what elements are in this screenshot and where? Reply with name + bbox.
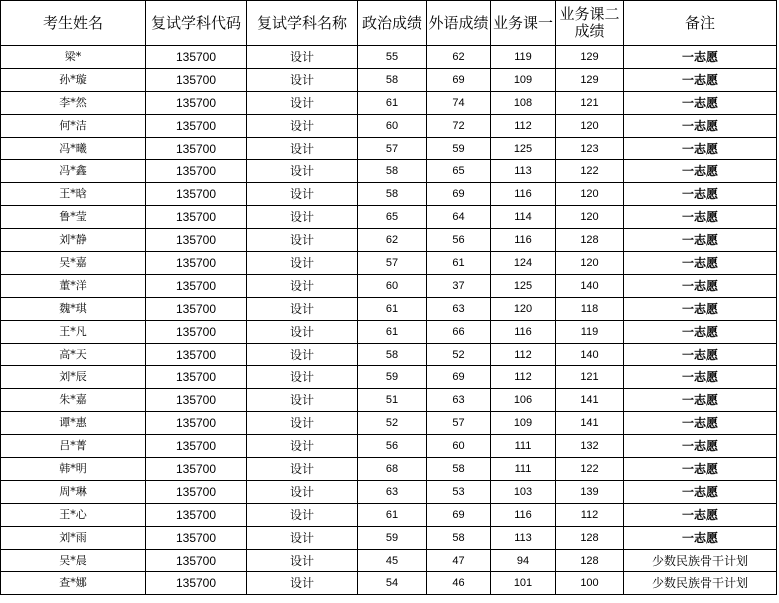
- cell-politics: 61: [358, 503, 427, 526]
- cell-language: 62: [427, 46, 491, 69]
- cell-name: 刘*雨: [1, 526, 146, 549]
- cell-name: 董*洋: [1, 274, 146, 297]
- cell-politics: 57: [358, 252, 427, 275]
- table-row: [1, 46, 777, 69]
- table-row: [1, 458, 777, 481]
- cell-politics: 68: [358, 458, 427, 481]
- cell-language: 69: [427, 68, 491, 91]
- cell-language: 69: [427, 366, 491, 389]
- cell-note: 一志愿: [624, 435, 777, 458]
- header-language: 外语成绩: [427, 1, 491, 46]
- table-row: [1, 91, 777, 114]
- cell-course2: 121: [556, 91, 624, 114]
- cell-note: 一志愿: [624, 46, 777, 69]
- cell-language: 46: [427, 572, 491, 595]
- cell-language: 59: [427, 137, 491, 160]
- cell-course1: 116: [491, 229, 556, 252]
- cell-code: 135700: [146, 91, 247, 114]
- cell-subject: 设计: [247, 412, 358, 435]
- cell-note: 一志愿: [624, 389, 777, 412]
- cell-course2: 121: [556, 366, 624, 389]
- cell-course1: 103: [491, 480, 556, 503]
- cell-subject: 设计: [247, 526, 358, 549]
- cell-name: 韩*明: [1, 458, 146, 481]
- cell-politics: 56: [358, 435, 427, 458]
- cell-code: 135700: [146, 320, 247, 343]
- cell-code: 135700: [146, 229, 247, 252]
- cell-note: 一志愿: [624, 183, 777, 206]
- cell-note: 一志愿: [624, 91, 777, 114]
- table-row: [1, 343, 777, 366]
- cell-code: 135700: [146, 549, 247, 572]
- cell-politics: 57: [358, 137, 427, 160]
- cell-course1: 111: [491, 458, 556, 481]
- header-politics: 政治成绩: [358, 1, 427, 46]
- cell-note: 一志愿: [624, 160, 777, 183]
- cell-note: 一志愿: [624, 137, 777, 160]
- table-row: [1, 252, 777, 275]
- table-row: [1, 320, 777, 343]
- cell-subject: 设计: [247, 46, 358, 69]
- cell-course2: 139: [556, 480, 624, 503]
- cell-subject: 设计: [247, 320, 358, 343]
- cell-name: 鲁*莹: [1, 206, 146, 229]
- cell-course1: 109: [491, 68, 556, 91]
- cell-politics: 58: [358, 68, 427, 91]
- cell-subject: 设计: [247, 343, 358, 366]
- cell-language: 66: [427, 320, 491, 343]
- cell-language: 37: [427, 274, 491, 297]
- cell-name: 冯*鑫: [1, 160, 146, 183]
- cell-course1: 116: [491, 503, 556, 526]
- table-row: [1, 137, 777, 160]
- cell-language: 58: [427, 458, 491, 481]
- cell-language: 61: [427, 252, 491, 275]
- cell-name: 吴*嘉: [1, 252, 146, 275]
- cell-note: 一志愿: [624, 229, 777, 252]
- cell-subject: 设计: [247, 366, 358, 389]
- cell-name: 高*天: [1, 343, 146, 366]
- cell-course1: 108: [491, 91, 556, 114]
- cell-code: 135700: [146, 114, 247, 137]
- table-row: [1, 549, 777, 572]
- cell-name: 朱*嘉: [1, 389, 146, 412]
- cell-course1: 119: [491, 46, 556, 69]
- cell-course2: 123: [556, 137, 624, 160]
- table-row: [1, 229, 777, 252]
- cell-code: 135700: [146, 46, 247, 69]
- cell-code: 135700: [146, 435, 247, 458]
- cell-subject: 设计: [247, 389, 358, 412]
- cell-code: 135700: [146, 412, 247, 435]
- cell-politics: 61: [358, 91, 427, 114]
- cell-language: 57: [427, 412, 491, 435]
- table-row: [1, 297, 777, 320]
- cell-note: 一志愿: [624, 458, 777, 481]
- cell-course2: 122: [556, 458, 624, 481]
- cell-language: 53: [427, 480, 491, 503]
- cell-note: 少数民族骨干计划: [624, 549, 777, 572]
- cell-code: 135700: [146, 137, 247, 160]
- cell-name: 吕*菁: [1, 435, 146, 458]
- cell-politics: 65: [358, 206, 427, 229]
- cell-course2: 119: [556, 320, 624, 343]
- cell-code: 135700: [146, 503, 247, 526]
- cell-politics: 52: [358, 412, 427, 435]
- table-row: [1, 366, 777, 389]
- table-row: [1, 389, 777, 412]
- cell-subject: 设计: [247, 183, 358, 206]
- cell-note: 一志愿: [624, 252, 777, 275]
- cell-code: 135700: [146, 572, 247, 595]
- cell-politics: 59: [358, 526, 427, 549]
- cell-code: 135700: [146, 343, 247, 366]
- cell-note: 一志愿: [624, 274, 777, 297]
- cell-course2: 141: [556, 412, 624, 435]
- header-code: 复试学科代码: [146, 1, 247, 46]
- table-row: [1, 114, 777, 137]
- cell-course2: 120: [556, 252, 624, 275]
- cell-subject: 设计: [247, 114, 358, 137]
- cell-language: 56: [427, 229, 491, 252]
- table-body: [1, 46, 777, 595]
- cell-course2: 128: [556, 549, 624, 572]
- cell-course2: 140: [556, 274, 624, 297]
- cell-language: 64: [427, 206, 491, 229]
- cell-note: 一志愿: [624, 480, 777, 503]
- table-row: [1, 480, 777, 503]
- cell-name: 王*心: [1, 503, 146, 526]
- cell-code: 135700: [146, 297, 247, 320]
- table-row: [1, 412, 777, 435]
- cell-note: 一志愿: [624, 366, 777, 389]
- cell-subject: 设计: [247, 252, 358, 275]
- cell-note: 一志愿: [624, 412, 777, 435]
- cell-language: 65: [427, 160, 491, 183]
- cell-politics: 61: [358, 297, 427, 320]
- cell-note: 一志愿: [624, 320, 777, 343]
- cell-code: 135700: [146, 274, 247, 297]
- cell-code: 135700: [146, 183, 247, 206]
- cell-course1: 106: [491, 389, 556, 412]
- table-row: [1, 572, 777, 595]
- cell-language: 60: [427, 435, 491, 458]
- cell-code: 135700: [146, 160, 247, 183]
- cell-subject: 设计: [247, 274, 358, 297]
- cell-subject: 设计: [247, 572, 358, 595]
- cell-language: 72: [427, 114, 491, 137]
- cell-code: 135700: [146, 458, 247, 481]
- cell-name: 刘*辰: [1, 366, 146, 389]
- cell-subject: 设计: [247, 137, 358, 160]
- cell-course1: 112: [491, 366, 556, 389]
- cell-course1: 114: [491, 206, 556, 229]
- cell-course1: 116: [491, 320, 556, 343]
- cell-language: 63: [427, 297, 491, 320]
- cell-course1: 125: [491, 274, 556, 297]
- cell-subject: 设计: [247, 503, 358, 526]
- cell-course2: 122: [556, 160, 624, 183]
- table-row: [1, 206, 777, 229]
- cell-course1: 109: [491, 412, 556, 435]
- cell-language: 74: [427, 91, 491, 114]
- cell-subject: 设计: [247, 160, 358, 183]
- cell-politics: 58: [358, 183, 427, 206]
- cell-language: 69: [427, 183, 491, 206]
- cell-name: 孙*璇: [1, 68, 146, 91]
- cell-name: 王*凡: [1, 320, 146, 343]
- cell-course1: 116: [491, 183, 556, 206]
- cell-subject: 设计: [247, 549, 358, 572]
- cell-politics: 63: [358, 480, 427, 503]
- cell-course1: 125: [491, 137, 556, 160]
- table-row: [1, 68, 777, 91]
- cell-course1: 101: [491, 572, 556, 595]
- cell-subject: 设计: [247, 91, 358, 114]
- cell-politics: 62: [358, 229, 427, 252]
- header-row: [1, 1, 777, 46]
- cell-course2: 141: [556, 389, 624, 412]
- cell-language: 63: [427, 389, 491, 412]
- table-row: [1, 274, 777, 297]
- table-row: [1, 435, 777, 458]
- table-row: [1, 183, 777, 206]
- cell-note: 一志愿: [624, 526, 777, 549]
- cell-language: 58: [427, 526, 491, 549]
- cell-course1: 94: [491, 549, 556, 572]
- cell-course2: 120: [556, 183, 624, 206]
- table-row: [1, 503, 777, 526]
- cell-course2: 132: [556, 435, 624, 458]
- cell-note: 一志愿: [624, 343, 777, 366]
- cell-name: 冯*曦: [1, 137, 146, 160]
- cell-course2: 129: [556, 46, 624, 69]
- cell-code: 135700: [146, 389, 247, 412]
- cell-name: 王*晗: [1, 183, 146, 206]
- cell-note: 一志愿: [624, 68, 777, 91]
- cell-politics: 55: [358, 46, 427, 69]
- cell-subject: 设计: [247, 68, 358, 91]
- header-course2: 业务课二成绩: [556, 1, 624, 46]
- cell-code: 135700: [146, 480, 247, 503]
- cell-code: 135700: [146, 206, 247, 229]
- cell-course2: 112: [556, 503, 624, 526]
- header-subject: 复试学科名称: [247, 1, 358, 46]
- cell-name: 查*娜: [1, 572, 146, 595]
- cell-politics: 61: [358, 320, 427, 343]
- cell-course2: 100: [556, 572, 624, 595]
- cell-course2: 128: [556, 526, 624, 549]
- cell-note: 一志愿: [624, 206, 777, 229]
- cell-language: 69: [427, 503, 491, 526]
- cell-politics: 60: [358, 114, 427, 137]
- cell-course1: 113: [491, 160, 556, 183]
- cell-politics: 45: [358, 549, 427, 572]
- cell-note: 一志愿: [624, 503, 777, 526]
- cell-politics: 58: [358, 343, 427, 366]
- cell-politics: 54: [358, 572, 427, 595]
- cell-politics: 60: [358, 274, 427, 297]
- cell-code: 135700: [146, 366, 247, 389]
- cell-subject: 设计: [247, 435, 358, 458]
- cell-code: 135700: [146, 526, 247, 549]
- cell-course1: 112: [491, 114, 556, 137]
- cell-course1: 120: [491, 297, 556, 320]
- cell-note: 少数民族骨干计划: [624, 572, 777, 595]
- cell-name: 梁*: [1, 46, 146, 69]
- cell-course2: 128: [556, 229, 624, 252]
- cell-language: 52: [427, 343, 491, 366]
- cell-code: 135700: [146, 252, 247, 275]
- cell-name: 谭*惠: [1, 412, 146, 435]
- cell-name: 李*然: [1, 91, 146, 114]
- cell-course2: 129: [556, 68, 624, 91]
- header-course1: 业务课一: [491, 1, 556, 46]
- cell-politics: 51: [358, 389, 427, 412]
- cell-name: 吴*晨: [1, 549, 146, 572]
- table-row: [1, 526, 777, 549]
- cell-course2: 120: [556, 206, 624, 229]
- cell-politics: 58: [358, 160, 427, 183]
- cell-course1: 112: [491, 343, 556, 366]
- cell-subject: 设计: [247, 206, 358, 229]
- cell-code: 135700: [146, 68, 247, 91]
- cell-subject: 设计: [247, 229, 358, 252]
- cell-subject: 设计: [247, 480, 358, 503]
- cell-course2: 118: [556, 297, 624, 320]
- cell-name: 周*琳: [1, 480, 146, 503]
- cell-subject: 设计: [247, 297, 358, 320]
- header-note: 备注: [624, 1, 777, 46]
- cell-course1: 111: [491, 435, 556, 458]
- cell-name: 何*洁: [1, 114, 146, 137]
- cell-subject: 设计: [247, 458, 358, 481]
- cell-course2: 140: [556, 343, 624, 366]
- cell-language: 47: [427, 549, 491, 572]
- table-row: [1, 160, 777, 183]
- cell-name: 刘*静: [1, 229, 146, 252]
- header-name: 考生姓名: [1, 1, 146, 46]
- cell-course2: 120: [556, 114, 624, 137]
- cell-politics: 59: [358, 366, 427, 389]
- cell-name: 魏*琪: [1, 297, 146, 320]
- cell-note: 一志愿: [624, 297, 777, 320]
- cell-course1: 113: [491, 526, 556, 549]
- cell-note: 一志愿: [624, 114, 777, 137]
- cell-course1: 124: [491, 252, 556, 275]
